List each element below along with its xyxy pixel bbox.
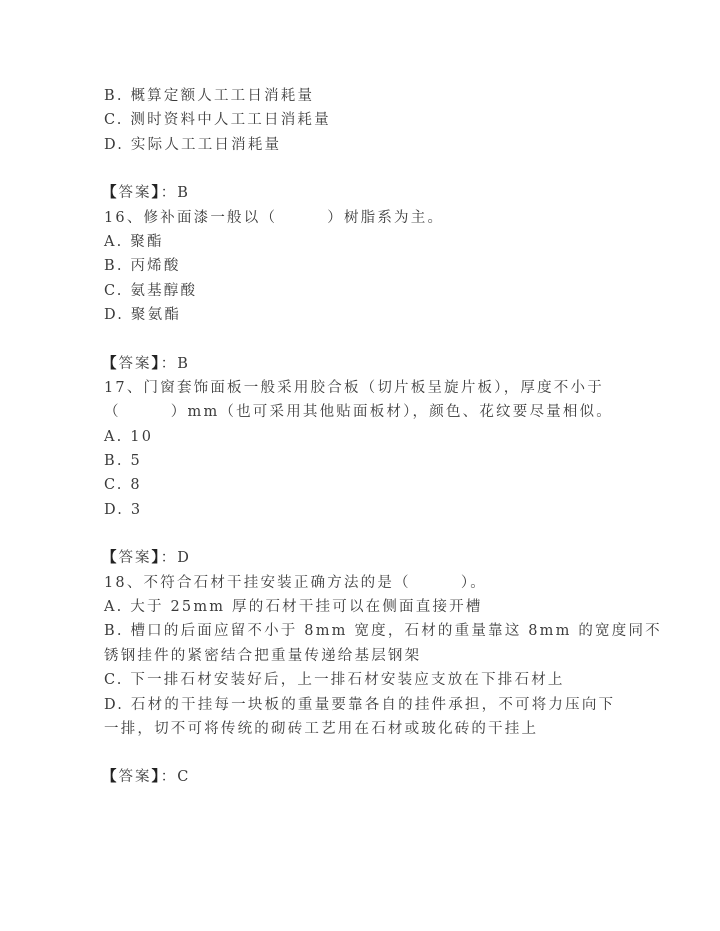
option-d: D. 聚氨酯 (104, 307, 182, 324)
exam-page (102, 84, 662, 790)
option-d: D. 3 (104, 501, 143, 518)
option-a: A. 大于 25mm 厚的石材干挂可以在侧面直接开槽 (104, 599, 483, 616)
option-d: D. 实际人工工日消耗量 (104, 136, 282, 153)
answer-value: D (177, 550, 191, 567)
question-15-options (104, 84, 624, 157)
option-d-continued: 一排，切不可将传统的砌砖工艺用在石材或玻化砖的干挂上 (104, 720, 539, 737)
option-c: C. 下一排石材安装好后，上一排石材安装应支放在下排石材上 (104, 672, 565, 689)
option-b: B. 槽口的后面应留不小于 8mm 宽度，石材的重量靠这 8mm 的宽度同不 (104, 623, 662, 640)
option-d: D. 石材的干挂每一块板的重量要靠各自的挂件承担，不可将力压向下 (104, 696, 616, 713)
answer-18: 【答案】：C (102, 768, 191, 786)
option-b: B. 丙烯酸 (104, 258, 181, 275)
option-b: B. 5 (104, 453, 142, 470)
answer-value: C (177, 769, 191, 786)
option-a: A. 聚酯 (104, 233, 164, 250)
option-b-continued: 锈钢挂件的紧密结合把重量传递给基层钢架 (104, 647, 422, 664)
answer-value: B (177, 185, 190, 202)
question-17-stem-line-1: 17、门窗套饰面板一般采用胶合板（切片板呈旋片板），厚度不小于 (104, 379, 604, 396)
option-c: C. 8 (104, 477, 142, 494)
question-18-stem: 18、不符合石材干挂安装正确方法的是（ ）。 (104, 574, 487, 591)
answer-16: 【答案】：B (102, 354, 190, 372)
option-c: C. 测时资料中人工工日消耗量 (104, 112, 331, 129)
answer-value: B (177, 355, 190, 372)
option-a: A. 10 (104, 428, 154, 445)
question-17-stem-line-2: （ ）mm（也可采用其他贴面板材），颜色、花纹要尽量相似。 (104, 404, 613, 421)
answer-17: 【答案】：D (102, 549, 191, 567)
answer-15: 【答案】：B (102, 184, 190, 202)
option-c: C. 氨基醇酸 (104, 282, 198, 299)
option-b: B. 概算定额人工工日消耗量 (104, 88, 315, 104)
question-16-stem: 16、修补面漆一般以（ ）树脂系为主。 (104, 209, 445, 226)
